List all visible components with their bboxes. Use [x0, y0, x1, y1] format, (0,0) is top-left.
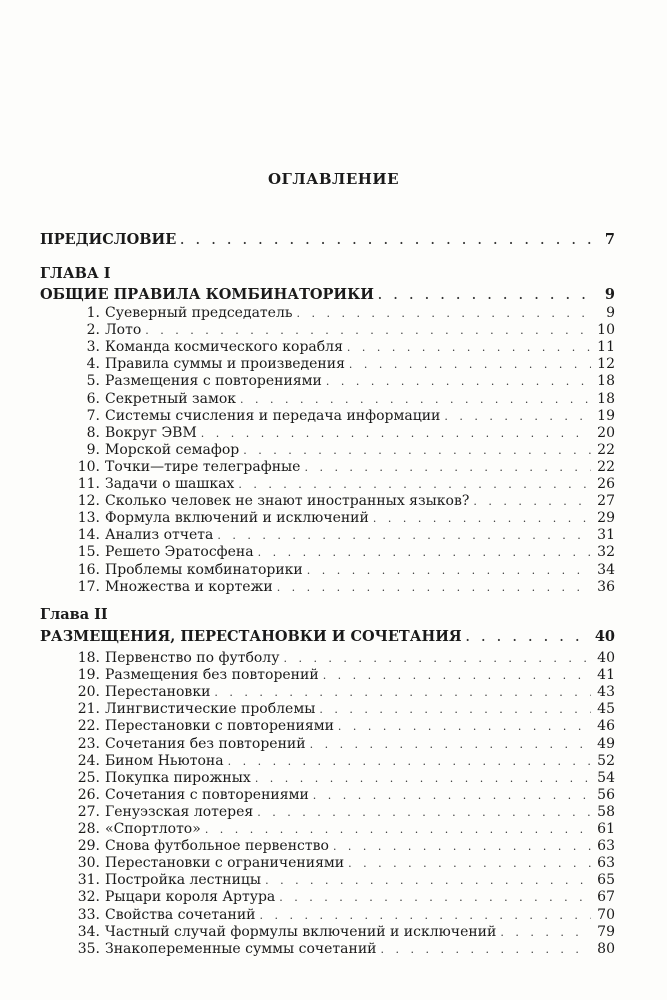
toc-entry-title: Вокруг ЭВМ [105, 424, 197, 441]
toc-entry-title: Первенство по футболу [105, 650, 280, 666]
toc-entry-label [72, 889, 275, 905]
toc-entry-label: РАЗМЕЩЕНИЯ, ПЕРЕСТАНОВКИ И СОЧЕТАНИЯ [40, 628, 462, 645]
toc-entry-title: Сочетания с повторениями [105, 786, 309, 803]
toc-entry[interactable] [72, 339, 615, 355]
toc-entry-page: 40 [597, 650, 615, 666]
toc-entry-label [72, 872, 261, 888]
toc-entry-label [72, 701, 315, 717]
toc-entry-title: Правила суммы и произведения [105, 356, 345, 373]
toc-entry-title: Суеверный председатель [105, 305, 293, 321]
toc-entry-page: 18 [597, 373, 615, 390]
toc-entry-label [72, 527, 213, 543]
toc-entry-number: 18. [77, 650, 100, 666]
dot-leader [238, 478, 591, 491]
toc-entry-label [72, 356, 345, 372]
dot-leader [444, 410, 591, 423]
toc-entry-page: 43 [597, 684, 615, 701]
toc-entry-number: 22. [77, 718, 100, 735]
toc-entry-page: 54 [597, 769, 615, 786]
toc-entry-page: 19 [597, 407, 615, 424]
toc-entry[interactable] [72, 510, 615, 526]
toc-entry[interactable] [72, 493, 615, 509]
toc-entry-page: 12 [597, 356, 615, 373]
toc-entry-number: 34. [77, 923, 100, 940]
toc-entry-label [72, 941, 377, 957]
toc-entry-label [72, 425, 197, 441]
toc-entry-number: 12. [77, 493, 100, 510]
dot-leader [310, 738, 591, 751]
toc-entry-label [72, 562, 303, 578]
dot-leader [378, 289, 591, 302]
toc-entry-number: 23. [77, 735, 100, 752]
toc-entry[interactable] [72, 667, 615, 683]
toc-entry-label [72, 459, 300, 475]
dot-leader [277, 581, 591, 594]
toc-entry-title: «Спортлото» [105, 821, 201, 837]
toc-entry-title: Свойства сочетаний [105, 906, 256, 923]
toc-entry-label [72, 339, 343, 355]
dot-leader [304, 461, 591, 474]
toc-entry-label [72, 391, 236, 407]
toc-entry-title: Размещения с повторениями [105, 373, 322, 390]
dot-leader [296, 307, 591, 320]
toc-entry-label [72, 442, 239, 458]
dot-leader [347, 341, 591, 354]
dot-leader [145, 324, 591, 337]
dot-leader [265, 874, 591, 887]
toc-entry-number: 11. [77, 476, 100, 492]
dot-leader [381, 943, 591, 956]
toc-entry-number: 5. [86, 373, 100, 390]
toc-entry-title: Системы счисления и передача информации [105, 407, 441, 424]
dot-leader [243, 444, 591, 457]
dot-leader [326, 375, 591, 388]
toc-entry-label [72, 510, 369, 526]
toc-entry-number: 33. [77, 906, 100, 923]
dot-leader [473, 495, 591, 508]
dot-leader [240, 393, 591, 406]
dot-leader [257, 806, 591, 819]
toc-entry[interactable] [72, 821, 615, 837]
toc-entry-number: 4. [86, 356, 100, 373]
dot-leader [466, 631, 591, 644]
toc-entry-page: 26 [597, 476, 615, 492]
toc-entry[interactable] [72, 684, 615, 700]
toc-entry[interactable] [72, 787, 615, 803]
dot-leader [205, 823, 591, 836]
dot-leader [260, 909, 591, 922]
toc-entry-title: Сочетания без повторений [105, 735, 306, 752]
toc-entry[interactable] [72, 442, 615, 458]
toc-entry-number: 21. [77, 701, 100, 718]
toc-entry[interactable] [72, 650, 615, 666]
toc-entry-title: Бином Ньютона [105, 752, 224, 769]
toc-entry-number: 26. [77, 786, 100, 803]
dot-leader [333, 840, 591, 853]
toc-entry-page: 65 [597, 872, 615, 889]
toc-entry-page: 9 [606, 305, 615, 321]
toc-entry-label [72, 753, 224, 769]
toc-entry[interactable] [72, 889, 615, 905]
dot-leader [323, 669, 591, 682]
toc-entry-page: 22 [597, 458, 615, 475]
toc-entry[interactable] [72, 753, 615, 769]
toc-entry-title: Знакопеременные суммы сочетаний [105, 940, 377, 957]
toc-entry-page: 29 [597, 510, 615, 527]
toc-entry-number: 15. [77, 544, 100, 561]
dot-leader [180, 234, 591, 247]
toc-entry-label [72, 838, 329, 854]
toc-entry[interactable] [72, 701, 615, 717]
toc-entry[interactable] [72, 941, 615, 957]
chapter-1-heading: ГЛАВА I [40, 265, 111, 282]
toc-entry-number: 31. [77, 872, 100, 889]
toc-entry-number: 1. [86, 305, 100, 321]
toc-entry-page: 31 [597, 527, 615, 544]
toc-entry-title: Анализ отчета [105, 527, 214, 544]
toc-entry-label [72, 804, 253, 820]
toc-entry-number: 3. [86, 339, 100, 356]
toc-entry-title: Точки—тире телеграфные [105, 458, 301, 475]
toc-entry-label [72, 924, 496, 940]
toc-entry-number: 6. [86, 390, 100, 407]
toc-entry-number: 16. [77, 561, 100, 578]
toc-entry-title: Множества и кортежи [105, 578, 273, 595]
toc-entry[interactable] [72, 391, 615, 407]
toc-entry-number: 35. [77, 940, 100, 957]
toc-entry[interactable] [72, 718, 615, 734]
toc-entry[interactable] [72, 855, 615, 871]
dot-leader [373, 512, 591, 525]
toc-entry-label [72, 736, 306, 752]
dot-leader [307, 564, 591, 577]
toc-entry-number: 10. [77, 458, 100, 475]
toc-entry-page: 9 [604, 286, 615, 303]
toc-entry-number: 25. [77, 769, 100, 786]
toc-entry-label [72, 373, 322, 389]
dot-leader [201, 427, 591, 440]
toc-entry-number: 14. [77, 527, 100, 544]
dot-leader [228, 755, 591, 768]
toc-entry-preface[interactable] [40, 231, 615, 248]
toc-entry-page: 61 [597, 821, 615, 837]
toc-entry[interactable] [72, 459, 615, 475]
toc-entry-page: 56 [597, 786, 615, 803]
toc-entry-label [72, 718, 334, 734]
dot-leader [348, 857, 591, 870]
dot-leader [349, 358, 591, 371]
toc-entry-chapter-1[interactable] [40, 286, 615, 303]
toc-entry-number: 2. [86, 322, 100, 339]
toc-entry-title: Задачи о шашках [105, 476, 235, 492]
dot-leader [279, 891, 591, 904]
dot-leader [258, 546, 591, 559]
toc-entry-page: 63 [597, 838, 615, 855]
toc-entry-page: 67 [597, 889, 615, 906]
toc-entry-label: ОБЩИЕ ПРАВИЛА КОМБИНАТОРИКИ [40, 286, 374, 303]
dot-leader [283, 652, 591, 665]
toc-entry-title: Морской семафор [105, 441, 240, 458]
toc-entry[interactable] [72, 838, 615, 854]
toc-entry[interactable] [72, 425, 615, 441]
toc-entry[interactable] [72, 476, 615, 492]
toc-entry[interactable] [72, 770, 615, 786]
toc-entry[interactable] [72, 408, 615, 424]
toc-entry-number: 32. [77, 889, 100, 906]
toc-entry-label [72, 322, 141, 338]
chapter-2-heading: Глава II [40, 606, 108, 623]
dot-leader [338, 720, 591, 733]
toc-entry-page: 34 [597, 561, 615, 578]
toc-entry[interactable] [72, 322, 615, 338]
toc-entry[interactable] [72, 562, 615, 578]
toc-entry[interactable] [72, 373, 615, 389]
dot-leader [319, 703, 591, 716]
dot-leader [313, 789, 591, 802]
toc-entry-title: Рыцари короля Артура [105, 889, 276, 906]
toc-entry-label [72, 667, 319, 683]
toc-entry-number: 7. [86, 407, 100, 424]
toc-entry-title: Решето Эратосфена [105, 544, 254, 561]
toc-entry-number: 24. [77, 752, 100, 769]
toc-entry-page: 10 [597, 322, 615, 339]
toc-entry-title: Перестановки с ограничениями [105, 855, 345, 872]
toc-entry-page: 49 [597, 735, 615, 752]
toc-entry-label [72, 544, 254, 560]
toc-entry-number: 28. [77, 821, 100, 837]
toc-entry[interactable] [72, 527, 615, 543]
toc-entry-page: 32 [597, 544, 615, 561]
toc-entry-page: 18 [597, 390, 615, 407]
dot-leader [217, 529, 591, 542]
toc-entry-label [72, 787, 309, 803]
toc-entry-number: 8. [86, 424, 100, 441]
toc-entry-label [72, 493, 469, 509]
toc-entry-title: Сколько человек не знают иностранных языков? [105, 493, 470, 510]
toc-entry-number: 9. [86, 441, 100, 458]
toc-entry-page: 36 [597, 578, 615, 595]
toc-entry-page: 52 [597, 752, 615, 769]
toc-entry[interactable] [72, 872, 615, 888]
toc-entry-number: 13. [77, 510, 100, 527]
toc-entry-page: 79 [597, 923, 615, 940]
toc-entry-page: 40 [594, 628, 615, 645]
toc-entry-title: Постройка лестницы [105, 872, 262, 889]
dot-leader [214, 686, 591, 699]
toc-entry-label [72, 408, 440, 424]
toc-entry-label [72, 305, 292, 321]
toc-entry-number: 27. [77, 803, 100, 820]
toc-entry-title: Покупка пирожных [105, 769, 251, 786]
toc-entry-title: Размещения без повторений [105, 667, 319, 684]
toc-entry-page: 41 [597, 667, 615, 684]
toc-entry-number: 17. [77, 578, 100, 595]
toc-entry-label: ПРЕДИСЛОВИЕ [40, 231, 177, 248]
toc-entry[interactable] [72, 907, 615, 923]
toc-entry-label [72, 821, 201, 837]
toc-entry-page: 46 [597, 718, 615, 735]
toc-entry-label [72, 770, 251, 786]
toc-entry[interactable] [72, 544, 615, 560]
toc-entry-page: 7 [604, 231, 615, 248]
toc-entry-title: Перестановки с повторениями [105, 718, 334, 735]
page-title: ОГЛАВЛЕНИЕ [267, 170, 400, 188]
toc-entry-page: 11 [597, 339, 615, 356]
toc-entry-page: 22 [597, 441, 615, 458]
toc-entry-number: 29. [77, 838, 100, 855]
dot-leader [255, 772, 591, 785]
toc-entry-title: Команда космического корабля [105, 339, 343, 356]
toc-entry-title: Лингвистические проблемы [105, 701, 316, 718]
toc-entry[interactable] [72, 736, 615, 752]
toc-entry-number: 19. [77, 667, 100, 684]
dot-leader [500, 926, 591, 939]
toc-entry-label [72, 579, 273, 595]
toc-entry-page: 80 [597, 940, 615, 957]
toc-entry[interactable] [72, 579, 615, 595]
toc-entry-number: 20. [77, 684, 100, 701]
toc-entry-title: Перестановки [105, 684, 211, 701]
toc-entry-page: 63 [597, 855, 615, 872]
toc-entry-chapter-2[interactable] [40, 628, 615, 645]
toc-entry-page: 70 [597, 906, 615, 923]
toc-entry-title: Снова футбольное первенство [105, 838, 329, 855]
toc-entry-page: 20 [597, 424, 615, 441]
toc-entry-title: Формула включений и исключений [105, 510, 369, 527]
toc-entry[interactable] [72, 804, 615, 820]
toc-entry-label [72, 476, 234, 492]
toc-entry-title: Секретный замок [105, 390, 237, 407]
toc-entry-label [72, 650, 279, 666]
toc-entry-title: Частный случай формулы включений и исключений [105, 923, 497, 940]
toc-entry-number: 30. [77, 855, 100, 872]
toc-entry[interactable] [72, 356, 615, 372]
toc-entry[interactable] [72, 305, 615, 321]
toc-entry-page: 58 [597, 803, 615, 820]
toc-entry-title: Лото [105, 322, 142, 339]
toc-entry-title: Проблемы комбинаторики [105, 561, 303, 578]
toc-entry-title: Генуэзская лотерея [105, 803, 254, 820]
toc-entry-page: 27 [597, 493, 615, 510]
toc-entry[interactable] [72, 924, 615, 940]
toc-entry-page: 45 [597, 701, 615, 718]
toc-entry-label [72, 907, 256, 923]
toc-entry-label [72, 684, 210, 700]
toc-entry-label [72, 855, 344, 871]
